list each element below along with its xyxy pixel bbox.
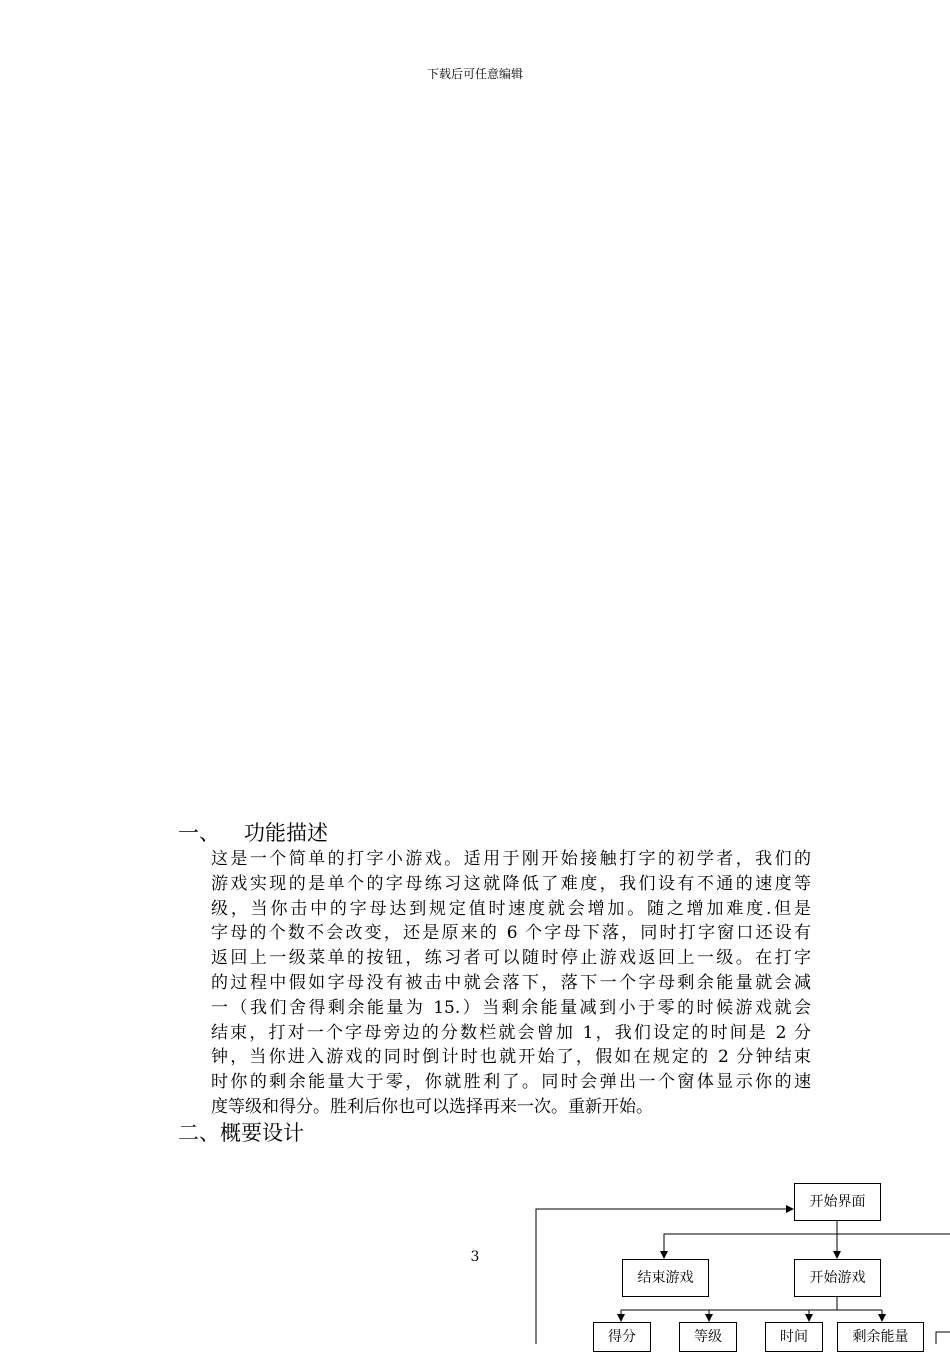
paragraph-line: 时你的剩余能量大于零，你就胜利了。同时会弹出一个窗体显示你的速: [211, 1072, 811, 1093]
paragraph-line: 级，当你击中的字母达到规定值时速度就会增加。随之增加难度.但是: [211, 898, 811, 919]
connector-offpage-box-edge: [936, 1332, 950, 1344]
flowchart-box-score: 得分: [593, 1322, 651, 1352]
flowchart-box-start-game: 开始游戏: [794, 1259, 881, 1297]
section-title: 概要设计: [220, 1121, 304, 1145]
flowchart-box-remaining-energy: 剩余能量: [837, 1322, 924, 1352]
flowchart-box-end-game: 结束游戏: [622, 1259, 709, 1297]
section-title: 功能描述: [244, 821, 328, 845]
paragraph-line: 游戏实现的是单个的字母练习这就降低了难度，我们设有不通的速度等: [211, 873, 811, 894]
section-number: 二、: [178, 1121, 220, 1145]
paragraph-line: 钟，当你进入游戏的同时倒计时也就开始了，假如在规定的 2 分钟结束: [211, 1047, 811, 1068]
flowchart-box-time: 时间: [765, 1322, 823, 1352]
paragraph-line: 字母的个数不会改变，还是原来的 6 个字母下落，同时打字窗口还设有: [211, 923, 811, 944]
flowchart-box-level: 等级: [679, 1322, 737, 1352]
page-header: 下载后可任意编辑: [426, 67, 523, 81]
paragraph-line: 一（我们舍得剩余能量为 15.）当剩余能量减到小于零的时候游戏就会: [211, 997, 811, 1018]
paragraph-line: 返回上一级菜单的按钮，练习者可以随时停止游戏返回上一级。在打字: [211, 948, 811, 969]
paragraph-line: 结束，打对一个字母旁边的分数栏就会曾加 1，我们设定的时间是 2 分: [211, 1022, 811, 1043]
paragraph-line: 度等级和得分。胜利后你也可以选择再来一次。重新开始。: [211, 1096, 653, 1117]
connector-to-end-game: [664, 1234, 837, 1258]
paragraph-line: 的过程中假如字母没有被击中就会落下，落下一个字母剩余能量就会减: [211, 972, 811, 993]
section-number: 一、: [178, 821, 220, 845]
paragraph-line: 这是一个简单的打字小游戏。适用于刚开始接触打字的初学者，我们的: [211, 849, 811, 869]
flowchart-box-start-screen: 开始界面: [794, 1183, 881, 1221]
page-number: 3: [470, 1249, 480, 1265]
